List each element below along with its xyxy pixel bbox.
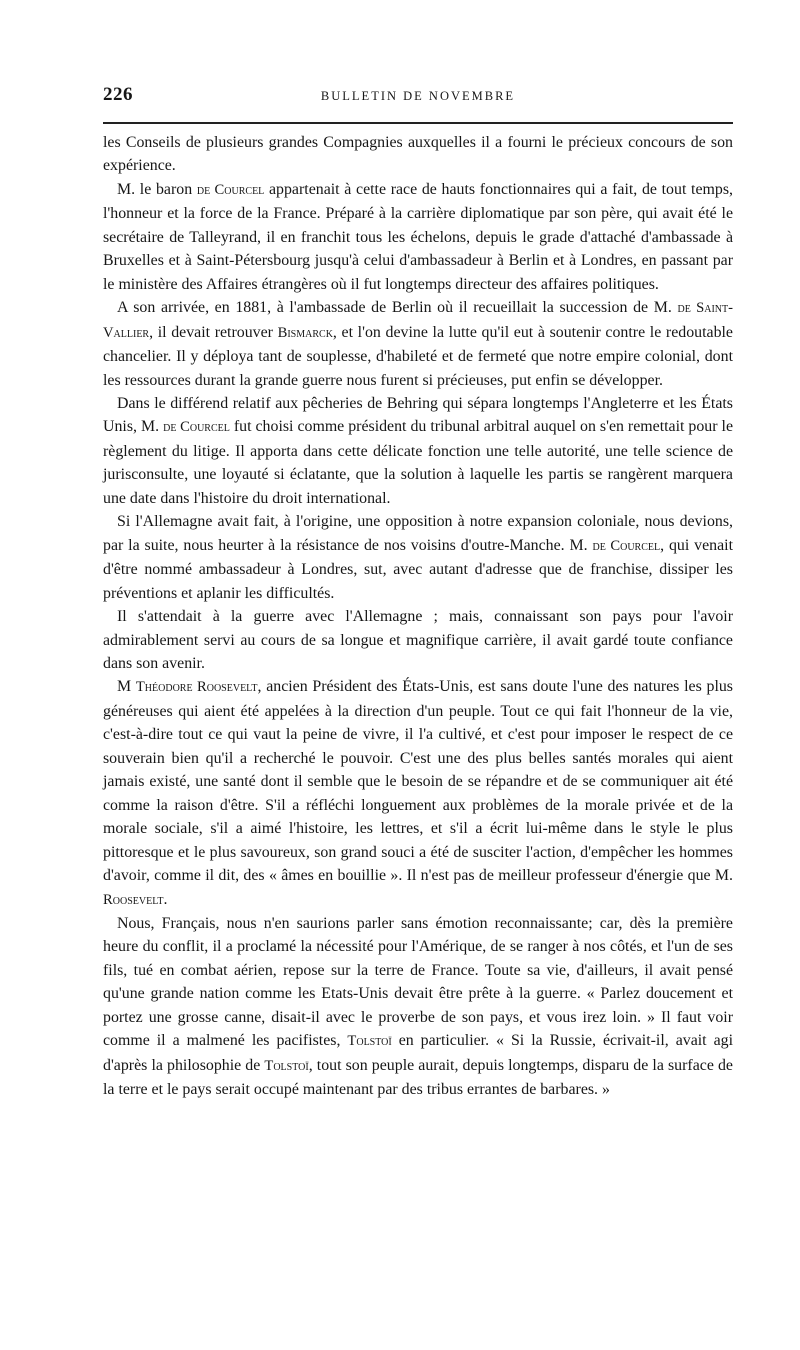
text-run: , qui venait d'être nommé ambassadeur à Londres, sut, avec autant d'adresse que de franchise, dissiper les préventions et aplanir les difficultés. [103, 536, 733, 602]
text-run: , et l'on devine la lutte qu'il eut à soutenir contre le redoutable chancelier. Il y déploya tant de souplesse, d'habileté et de fermeté que notre empire colonial, dont les ressources durant la grande guerre nous furent si précieuses, put enfin se développer. [103, 323, 733, 389]
small-caps-name: de Courcel [196, 181, 265, 198]
small-caps-name: Tolstoï [347, 1033, 392, 1050]
paragraph [103, 510, 733, 605]
body-text [103, 131, 733, 1102]
paragraph [103, 131, 733, 178]
text-run: , tout son peuple aurait, depuis longtemps, disparu de la surface de la terre et le pays serait occupé maintenant par des tribus errantes de barbares. » [103, 1056, 733, 1099]
page-header [103, 84, 733, 110]
text-run: fut choisi comme président du tribunal arbitral auquel on s'en remettait pour le règlement du litige. Il apporta dans cette délicate fonction une telle autorité, une telle science de jurisconsulte, une loyauté si éclatante, que la solution à laquelle les partis se rangèrent marquera une date dans l'histoire du droit international. [103, 418, 733, 507]
running-title: BULLETIN DE NOVEMBRE [320, 89, 516, 103]
text-run: Nous, Français, nous n'en saurions parler sans émotion reconnaissante; car, dès la première heure du conflit, il a proclamé la nécessité pour l'Amérique, de se ranger à nos côtés, et l'un de ses fils, tué en combat aérien, repose sur la terre de France. Toute sa vie, d'ailleurs, il avait pensé qu'une grande nation comme les Etats-Unis devait être prête à la guerre. « Parlez doucement et portez une grosse canne, disait-il avec le proverbe de son pays, et vous irez loin. » Il faut voir comme il a malmené les pacifistes, [103, 914, 733, 1050]
small-caps-name: de Courcel [163, 419, 230, 436]
text-run: Si l'Allemagne avait fait, à l'origine, une opposition à notre expansion coloniale, nous devions, par la suite, nous heurter à la résistance de nos voisins d'outre-Manche. M. [103, 513, 733, 554]
small-caps-name: Roosevelt [103, 891, 164, 908]
paragraph [103, 296, 733, 392]
paragraph [103, 675, 733, 912]
text-run: M. le baron [117, 180, 197, 198]
header-rule [103, 122, 733, 124]
small-caps-name: Tolstoï [264, 1057, 309, 1074]
small-caps-name: Bismarck [277, 324, 333, 341]
text-run: Il s'attendait à la guerre avec l'Allemagne ; mais, connaissant son pays pour l'avoir admirablement servi au cours de sa longue et magnifique carrière, il avait gardé toute confiance dans son avenir. [103, 608, 733, 672]
text-run: appartenait à cette race de hauts fonctionnaires qui a fait, de tout temps, l'honneur et la force de la France. Préparé à la carrière diplomatique par son père, qui avait été le secrétaire de Talleyrand, il en franchit tous les échelons, depuis le grade d'attaché d'ambassade à Bruxelles et à Saint-Pétersbourg jusqu'à celui d'ambassadeur à Berlin et à Londres, en passant par le ministère des Affaires étrangères où il fut longtemps directeur des affaires politiques. [103, 180, 733, 293]
paragraph [103, 605, 733, 675]
paragraph [103, 392, 733, 510]
paragraph [103, 178, 733, 296]
small-caps-name: Théodore Roosevelt [135, 679, 258, 696]
small-caps-name: de Courcel [592, 537, 661, 554]
page-number: 226 [103, 84, 133, 105]
text-run: les Conseils de plusieurs grandes Compagnies auxquelles il a fourni le précieux concours de son expérience. [103, 134, 733, 175]
small-caps-name: de Saint-Vallier [103, 300, 733, 341]
text-run: M [117, 678, 136, 696]
text-run: , ancien Président des États-Unis, est sans doute l'une des natures les plus généreuses qui aient été appelées à la direction d'un peuple. Tout ce qui fait l'honneur de la vie, c'est-à-dire tout ce qui vaut la peine de vivre, il l'a cultivé, et c'est pour imposer le respect de ce souverain bien qu'il a recherché le pouvoir. C'est une des plus belles santés morales qui aient jamais existé, une santé dont il semble que le besoin de se répandre et de se communiquer ait été comme la raison d'être. S'il a réfléchi longuement aux problèmes de la morale privée et de la morale sociale, s'il a aimé l'histoire, les lettres, et s'il a écrit lui-même dans le style le plus pittoresque et le plus savoureux, son grand souci a été de susciter l'action, d'empêcher les hommes d'avoir, comme il dit, des « âmes en bouillie ». Il n'est pas de meilleur professeur d'énergie que M. [103, 678, 733, 885]
paragraph [103, 912, 733, 1102]
text-run: Dans le différend relatif aux pêcheries de Behring qui sépara longtemps l'Angleterre et les États Unis, M. [103, 394, 733, 436]
text-run: . [163, 890, 168, 908]
text-run: , il devait retrouver [149, 323, 278, 341]
text-run: en particulier. « Si la Russie, écrivait-il, avait agi d'après la philosophie de [103, 1032, 733, 1074]
text-run: A son arrivée, en 1881, à l'ambassade de Berlin où il recueillait la succession de M. [117, 299, 678, 317]
